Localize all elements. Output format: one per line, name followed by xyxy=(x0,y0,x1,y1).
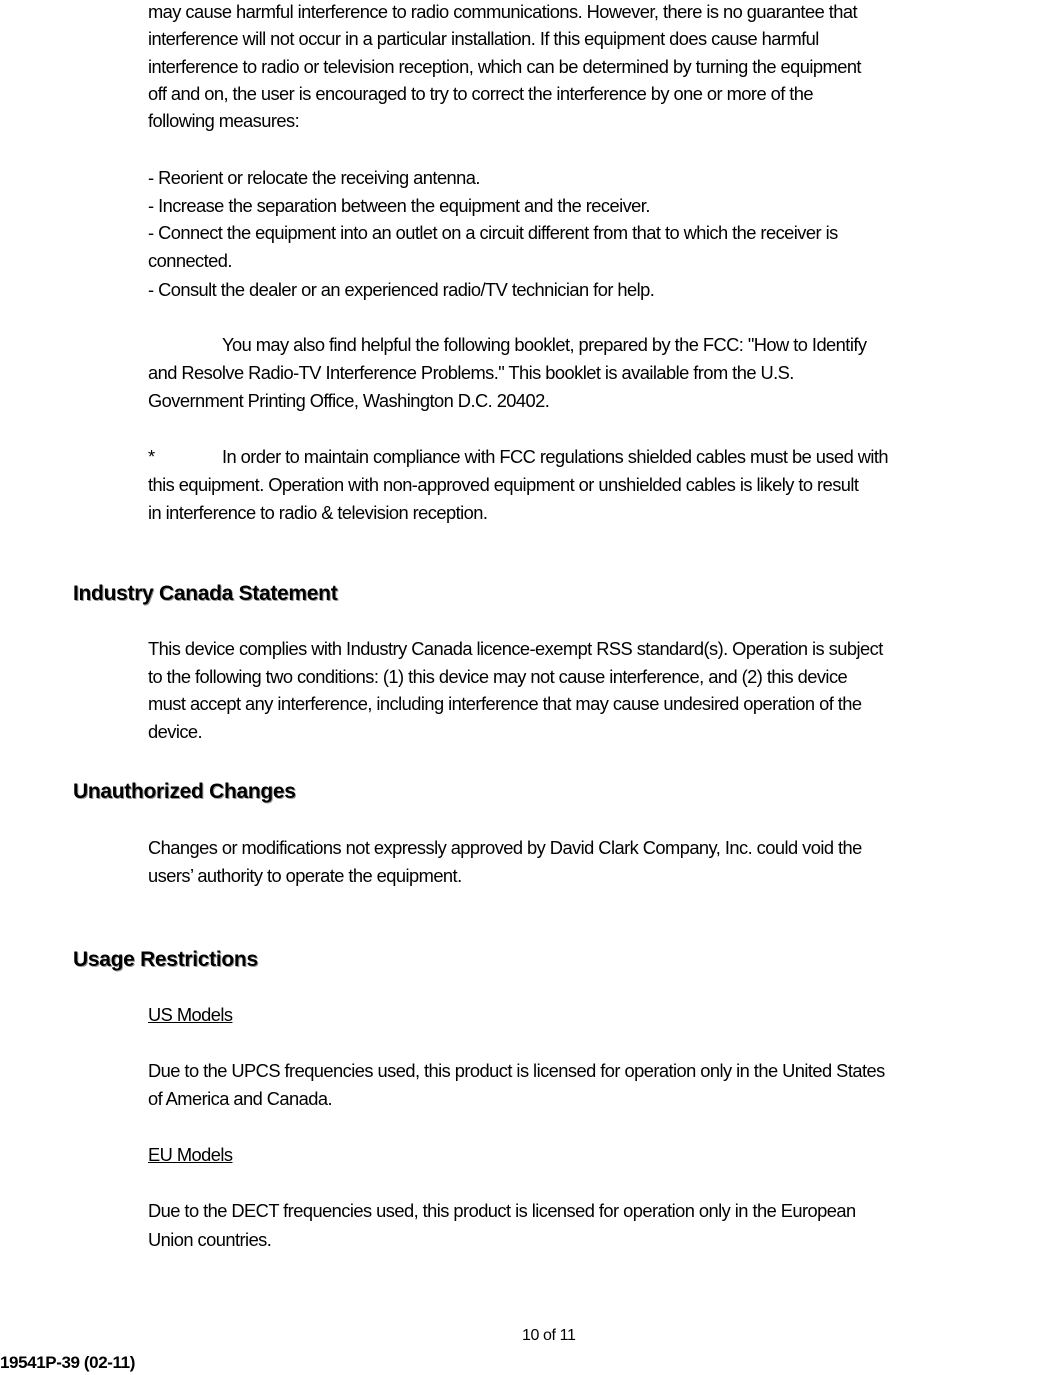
industry-canada-text-line: to the following two conditions: (1) this device may not cause interference, and (2) this device xyxy=(148,666,848,687)
fcc-text-line: may cause harmful interference to radio communications. However, there is no guarantee that xyxy=(148,1,858,22)
measure-item: - Connect the equipment into an outlet on a circuit different from that to which the receiver is xyxy=(148,222,838,243)
industry-canada-text-line: must accept any interference, including interference that may cause undesired operation of the xyxy=(148,693,862,714)
us-models-text-line: of America and Canada. xyxy=(148,1088,333,1109)
fcc-text-line: interference will not occur in a particular installation. If this equipment does cause harmful xyxy=(148,28,819,49)
unauthorized-changes-text-line: Changes or modifications not expressly approved by David Clark Company, Inc. could void the xyxy=(148,837,862,858)
booklet-text-line: You may also find helpful the following booklet, prepared by the FCC: "How to Identify xyxy=(222,334,867,355)
unauthorized-changes-heading: Unauthorized Changes xyxy=(73,780,296,803)
us-models-text-line: Due to the UPCS frequencies used, this product is licensed for operation only in the United States xyxy=(148,1060,885,1081)
industry-canada-text-line: device. xyxy=(148,721,203,742)
measure-item: - Increase the separation between the equipment and the receiver. xyxy=(148,195,650,216)
note-marker: * xyxy=(148,446,156,467)
booklet-text-line: Government Printing Office, Washington D.C. 20402. xyxy=(148,390,550,411)
usage-restrictions-heading: Usage Restrictions xyxy=(73,948,258,971)
industry-canada-text-line: This device complies with Industry Canada licence-exempt RSS standard(s). Operation is subject xyxy=(148,638,883,659)
industry-canada-heading: Industry Canada Statement xyxy=(73,582,338,605)
us-models-label: US Models xyxy=(148,1004,233,1025)
eu-models-text-line: Union countries. xyxy=(148,1229,272,1250)
fcc-text-line: off and on, the user is encouraged to try to correct the interference by one or more of the xyxy=(148,83,814,104)
measure-item: connected. xyxy=(148,250,232,271)
page-number: 10 of 11 xyxy=(522,1327,576,1344)
eu-models-text-line: Due to the DECT frequencies used, this product is licensed for operation only in the European xyxy=(148,1200,856,1221)
fcc-text-line: interference to radio or television reception, which can be determined by turning the equipment xyxy=(148,56,861,77)
shielded-text-line: this equipment. Operation with non-approved equipment or unshielded cables is likely to result xyxy=(148,474,859,495)
measure-item: - Reorient or relocate the receiving antenna. xyxy=(148,167,480,188)
measure-item: - Consult the dealer or an experienced radio/TV technician for help. xyxy=(148,279,655,300)
document-code: 19541P-39 (02-11) xyxy=(0,1353,135,1372)
shielded-text-line: in interference to radio & television reception. xyxy=(148,502,488,523)
unauthorized-changes-text-line: users’ authority to operate the equipment. xyxy=(148,865,462,886)
booklet-text-line: and Resolve Radio-TV Interference Problems." This booklet is available from the U.S. xyxy=(148,362,794,383)
eu-models-label: EU Models xyxy=(148,1144,233,1165)
fcc-text-line: following measures: xyxy=(148,110,300,131)
shielded-text-line: In order to maintain compliance with FCC regulations shielded cables must be used with xyxy=(222,446,889,467)
